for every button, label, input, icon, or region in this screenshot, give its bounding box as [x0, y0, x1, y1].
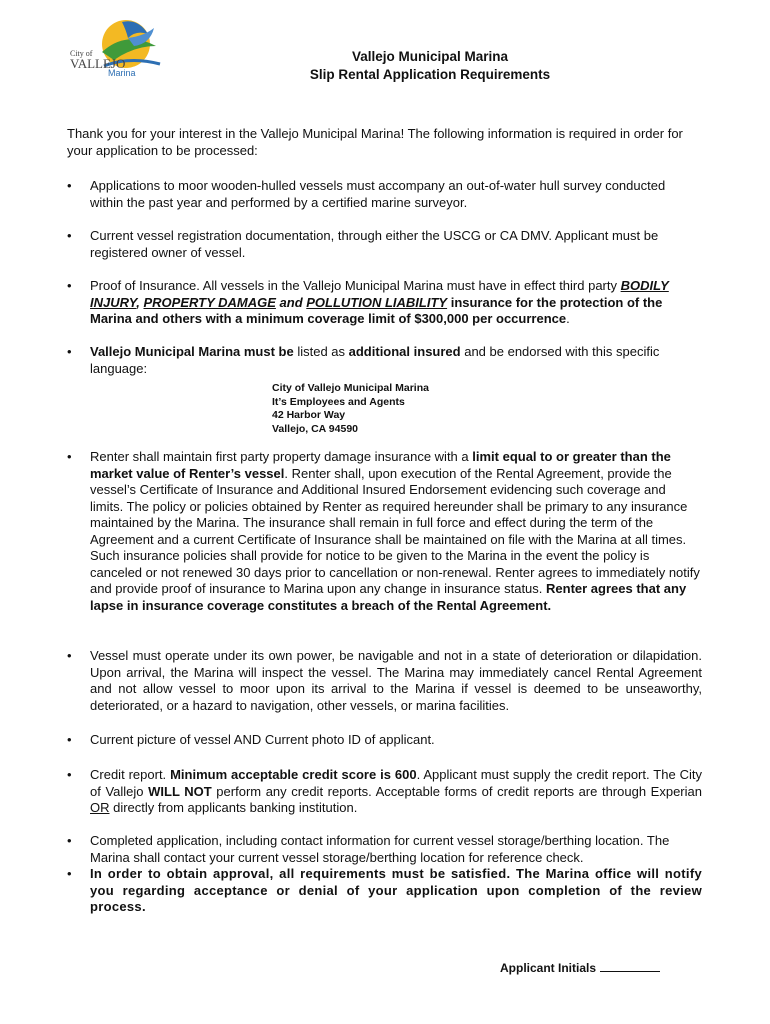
bullet-icon: •: [67, 278, 72, 293]
address-line-1: City of Vallejo Municipal Marina: [272, 382, 429, 394]
vallejo-marina-logo-icon: [64, 16, 172, 82]
requirement-vessel-condition: Vessel must operate under its own power, be navigable and not in a state of deterioration or dilapidation. Upon arrival, the Marina will inspect the vessel. The Marina may immediately cancel Rental Agreement and not allow vessel to moor upon its arrival to the Marina if vessel is deemed to be unseaworthy, deteriorated, or a hazard to navigation, other vessels, or marina facilities.: [90, 648, 702, 713]
applicant-initials: [500, 961, 660, 975]
list-item: [67, 732, 707, 749]
banking-text: directly from applicants banking institution.: [109, 800, 358, 815]
requirement-registration: Current vessel registration documentation, through either the USCG or CA DMV. Applicant must be registered owner of vessel.: [90, 228, 659, 260]
address-line-2: It’s Employees and Agents: [272, 395, 405, 408]
policy-terms-text: . Renter shall, upon execution of the Rental Agreement, provide the vessel’s Certificate of Insurance and Additional Insured Endorsement evidencing such coverage and limits. The policy or policies obtained by Renter as required hereunder shall be primary to any insurance maintained by the Marina. The insurance shall remain in full force and effect during the term of the Agreement and a current Certificate of Insurance shall be maintained on file with the Marina at all times. Such insurance policies shall provide for notice to be given to the Marina in the event the policy is canceled or not renewed 30 days prior to cancellation or non-renewal. Renter agrees to immediately notify and provide proof of insurance to Marina upon any change in insurance status.: [90, 465, 700, 596]
bullet-icon: •: [67, 833, 72, 848]
will-not-bold-text: WILL NOT: [148, 783, 212, 799]
bullet-icon: •: [67, 648, 72, 663]
page-title: Vallejo Municipal Marina: [351, 49, 509, 64]
comma-text: ,: [136, 294, 144, 310]
requirement-completed-application: Completed application, including contact information for current vessel storage/berthing location. The Marina shall contact your current vessel storage/berthing location for reference check.: [90, 833, 670, 865]
requirement-photos: Current picture of vessel AND Current photo ID of applicant.: [90, 732, 435, 747]
applicant-initials-field[interactable]: [600, 961, 660, 972]
address-line-3: 42 Harbor Way: [272, 409, 346, 421]
logo-marina: Marina: [108, 68, 136, 78]
list-item: [67, 344, 707, 436]
insured-address-block: [272, 382, 702, 436]
listed-as-text: listed as: [293, 344, 349, 359]
applicant-initials-label: Applicant Initials: [500, 961, 597, 975]
requirement-insurance: [90, 278, 702, 328]
period-text: .: [566, 311, 570, 326]
lapse-bold-text: Renter agrees that any lapse in insurance coverage constitutes a breach of the Rental Agreement.: [90, 581, 687, 613]
list-item: [67, 648, 707, 714]
list-item: [67, 767, 707, 817]
list-item: [67, 278, 707, 328]
list-item: [67, 228, 707, 261]
bullet-icon: •: [67, 732, 72, 747]
requirement-additional-insured: [90, 344, 702, 436]
requirement-property-insurance: [90, 449, 702, 614]
maintain-text: Renter shall maintain first party property damage insurance with a: [90, 449, 473, 464]
acceptable-forms-text: perform any credit reports. Acceptable forms of credit reports are through Experian: [211, 783, 702, 799]
list-item: [67, 178, 707, 211]
credit-report-text: Credit report.: [90, 767, 171, 782]
bullet-icon: •: [67, 228, 72, 243]
list-item: [67, 449, 707, 614]
logo-vallejo: VALLEJO: [70, 56, 126, 71]
supply-report-text: . Applicant must supply the credit report. The City of Vallejo: [90, 767, 702, 799]
marina-bold-text: Vallejo Municipal Marina must be: [90, 344, 294, 359]
list-item: [67, 833, 707, 866]
city-logo: [64, 16, 172, 82]
endorsed-text: and be endorsed with this specific language:: [90, 344, 660, 376]
address-line-4: Vallejo, CA 94590: [272, 422, 358, 435]
bodily-injury-text: BODILY INJURY: [90, 278, 669, 310]
and-text: and: [275, 294, 307, 310]
bullet-icon: •: [67, 178, 72, 193]
property-damage-text: PROPERTY DAMAGE: [143, 294, 276, 310]
additional-insured-text: additional insured: [348, 344, 461, 359]
credit-score-bold-text: Minimum acceptable credit score is 600: [170, 767, 417, 782]
coverage-limit-text: insurance for the protection of the Marina and others with a minimum coverage limit of $300,000 per occurrence: [90, 294, 663, 326]
bullet-icon: •: [67, 344, 72, 359]
bullet-icon: •: [67, 767, 72, 782]
pollution-liability-text: POLLUTION LIABILITY: [306, 294, 448, 310]
or-underlined-text: OR: [90, 800, 110, 815]
list-item: [67, 866, 707, 916]
insurance-text: Proof of Insurance. All vessels in the Vallejo Municipal Marina must have in effect third party: [90, 278, 621, 293]
bullet-icon: •: [67, 449, 72, 464]
requirement-credit-report: [90, 767, 702, 817]
bullet-icon: •: [67, 866, 72, 881]
logo-city-of: City of: [70, 49, 93, 58]
intro-paragraph: Thank you for your interest in the Vallejo Municipal Marina! The following information is required in order for your application to be processed:: [67, 126, 683, 158]
limit-bold-text: limit equal to or greater than the market value of Renter’s vessel: [90, 449, 671, 481]
requirement-hull-survey: Applications to moor wooden-hulled vessels must accompany an out-of-water hull survey conducted within the past year and performed by a certified marine surveyor.: [90, 178, 666, 210]
page-subtitle: Slip Rental Application Requirements: [309, 67, 551, 82]
requirement-approval: In order to obtain approval, all requirements must be satisfied. The Marina office will notify you regarding acceptance or denial of your application upon completion of the review process.: [90, 866, 702, 914]
